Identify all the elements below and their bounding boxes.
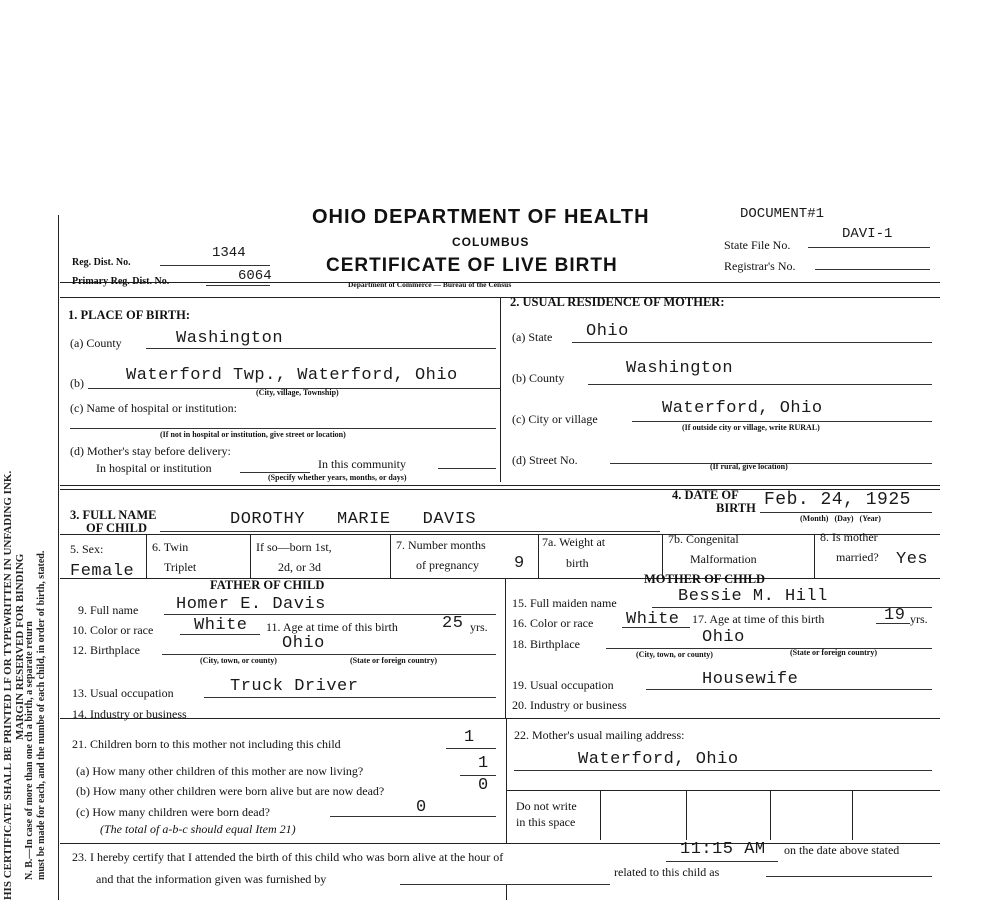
q21-label: 21. Children born to this mother not including this child [72,737,341,751]
months-value: 9 [514,554,525,573]
center-divider [500,297,501,482]
certify-line1: 23. I hereby certify that I attended the birth of this child who was born alive at the hour of [72,850,504,864]
qc-value: 0 [416,798,427,817]
county-label: (a) County [70,336,122,350]
married-value: Yes [896,550,929,569]
stay-note: (Specify whether years, months, or days) [268,473,407,482]
father-occ-value: Truck Driver [230,677,359,696]
mother-race-value: White [626,610,680,629]
weight-label-1: 7a. Weight at [542,535,606,549]
certify-hour: 11:15 AM [680,840,766,859]
months-label-1: 7. Number months [396,538,486,552]
res-state-label: (a) State [512,330,553,344]
mother-age-unit: yrs. [910,612,928,626]
married-label-2: married? [836,550,879,564]
mother-bp-value: Ohio [702,628,745,647]
certify-line1-end: on the date above stated [784,843,900,857]
place-b-value: Waterford Twp., Waterford, Ohio [126,366,458,385]
stay-label-2: In hospital or institution [96,461,212,475]
certify-line2: and that the information given was furnished by [96,872,327,886]
mother-bp-note-1: (City, town, or county) [636,650,713,659]
res-city-label: (c) City or village [512,412,598,426]
q21-value: 1 [464,728,475,747]
res-street-note: (If rural, give location) [710,462,788,471]
qc-label: (c) How many children were born dead? [76,805,270,819]
left-border [58,215,59,900]
res-county-value: Washington [626,359,734,378]
dob-value: Feb. 24, 1925 [764,490,911,510]
res-street-label: (d) Street No. [512,453,578,467]
months-label-2: of pregnancy [416,558,479,572]
twin-label-1: 6. Twin [152,540,189,554]
malf-label-2: Malformation [690,552,757,566]
born-label-2: 2d, or 3d [278,560,321,574]
married-label-1: 8. Is mother [820,530,878,544]
section-divider-2 [60,534,940,535]
mother-name-label: 15. Full maiden name [512,596,617,610]
father-bp-value: Ohio [282,634,325,653]
stay-label-1: (d) Mother's stay before delivery: [70,444,231,458]
dob-label-2: BIRTH [716,501,756,515]
father-bp-note-2: (State or foreign country) [350,656,438,665]
section-divider-3 [60,578,940,579]
child-name-label-2: OF CHILD [86,521,147,535]
sex-label: 5. Sex: [70,542,104,556]
qa-value: 1 [478,754,489,773]
dept-line: Department of Commerce — Bureau of the Census [348,280,512,289]
res-city-note: (If outside city or village, write RURAL) [682,423,820,432]
certify-line2-end: related to this child as [614,865,720,879]
registrar-label: Registrar's No. [724,259,796,273]
no-write-2: in this space [516,815,576,829]
margin-note-1: HIS CERTIFICATE SHALL BE PRINTED LF OR TYPEWRITTEN IN UNFADING INK. [2,470,14,900]
twin-label-2: Triplet [164,560,197,574]
father-name-label: 9. Full name [78,603,139,617]
res-city-value: Waterford, Ohio [662,399,823,418]
form-title: CERTIFICATE OF LIVE BIRTH [326,255,618,276]
res-county-label: (b) County [512,371,565,385]
father-race-label: 10. Color or race [72,623,154,637]
margin-note-4: must be made for each, and the numbe of each child, in order of birth, stated. [36,550,47,880]
document-id: DOCUMENT#1 [740,206,825,222]
place-b-note: (City, village, Township) [256,388,339,397]
qb-label: (b) How many other children were born alive but are now dead? [76,784,385,798]
qa-label: (a) How many other children of this mother are now living? [76,764,364,778]
section-divider-1 [60,485,940,486]
reg-dist-value: 1344 [212,245,246,261]
mother-age-value: 19 [884,606,906,625]
primary-reg-label: Primary Reg. Dist. No. [72,276,170,287]
no-write-1: Do not write [516,799,577,813]
malf-label-1: 7b. Congenital [668,532,739,546]
margin-note-3: N. B.—In case of more than one ch a birth, a separate return [24,621,35,880]
dob-note: (Month) (Day) (Year) [800,514,881,523]
mother-occ-value: Housewife [702,670,799,689]
stay-community: In this community [318,457,406,471]
mother-bp-note-2: (State or foreign country) [790,648,878,657]
city-label: COLUMBUS [452,235,530,249]
father-bp-label: 12. Birthplace [72,643,140,657]
dob-label-1: 4. DATE OF [672,488,739,502]
sex-value: Female [70,562,135,581]
hospital-label: (c) Name of hospital or institution: [70,401,237,415]
father-age-value: 25 [442,614,464,633]
mother-occ-label: 19. Usual occupation [512,678,614,692]
mother-heading: MOTHER OF CHILD [644,572,766,586]
mother-age-label: 17. Age at time of this birth [692,612,825,626]
reg-dist-label: Reg. Dist. No. [72,257,131,268]
section-divider-4 [60,718,940,719]
mother-ind-label: 20. Industry or business [512,698,627,712]
margin-note-2: MARGIN RESERVED FOR BINDING [14,553,26,740]
residence-heading: 2. USUAL RESIDENCE OF MOTHER: [510,295,725,309]
mail-label: 22. Mother's usual mailing address: [514,728,685,742]
place-of-birth-heading: 1. PLACE OF BIRTH: [68,308,191,322]
state-file-label: State File No. [724,238,791,252]
mother-bp-label: 18. Birthplace [512,637,580,651]
father-race-value: White [194,616,248,635]
born-label-1: If so—born 1st, [256,540,332,554]
father-age-unit: yrs. [470,620,488,634]
child-name-value: DOROTHY MARIE DAVIS [230,510,477,529]
primary-reg-value: 6064 [238,268,272,284]
father-occ-label: 13. Usual occupation [72,686,174,700]
father-ind-label: 14. Industry or business [72,707,187,721]
res-state-value: Ohio [586,322,629,341]
mail-value: Waterford, Ohio [578,750,739,769]
father-name-value: Homer E. Davis [176,595,326,614]
qb-value: 0 [478,776,489,795]
state-file-value: DAVI-1 [842,226,893,242]
place-b-label: (b) [70,376,84,390]
father-bp-note-1: (City, town, or county) [200,656,277,665]
children-note: (The total of a-b-c should equal Item 21) [100,822,296,836]
father-age-label: 11. Age at time of this birth [266,620,398,634]
mother-name-value: Bessie M. Hill [678,587,828,606]
hospital-note: (If not in hospital or institution, give street or location) [160,430,346,439]
weight-label-2: birth [566,556,589,570]
page-title: OHIO DEPARTMENT OF HEALTH [312,206,650,228]
child-name-label-1: 3. FULL NAME [70,508,157,522]
father-heading: FATHER OF CHILD [210,578,325,592]
county-value: Washington [176,329,284,348]
mother-race-label: 16. Color or race [512,616,594,630]
